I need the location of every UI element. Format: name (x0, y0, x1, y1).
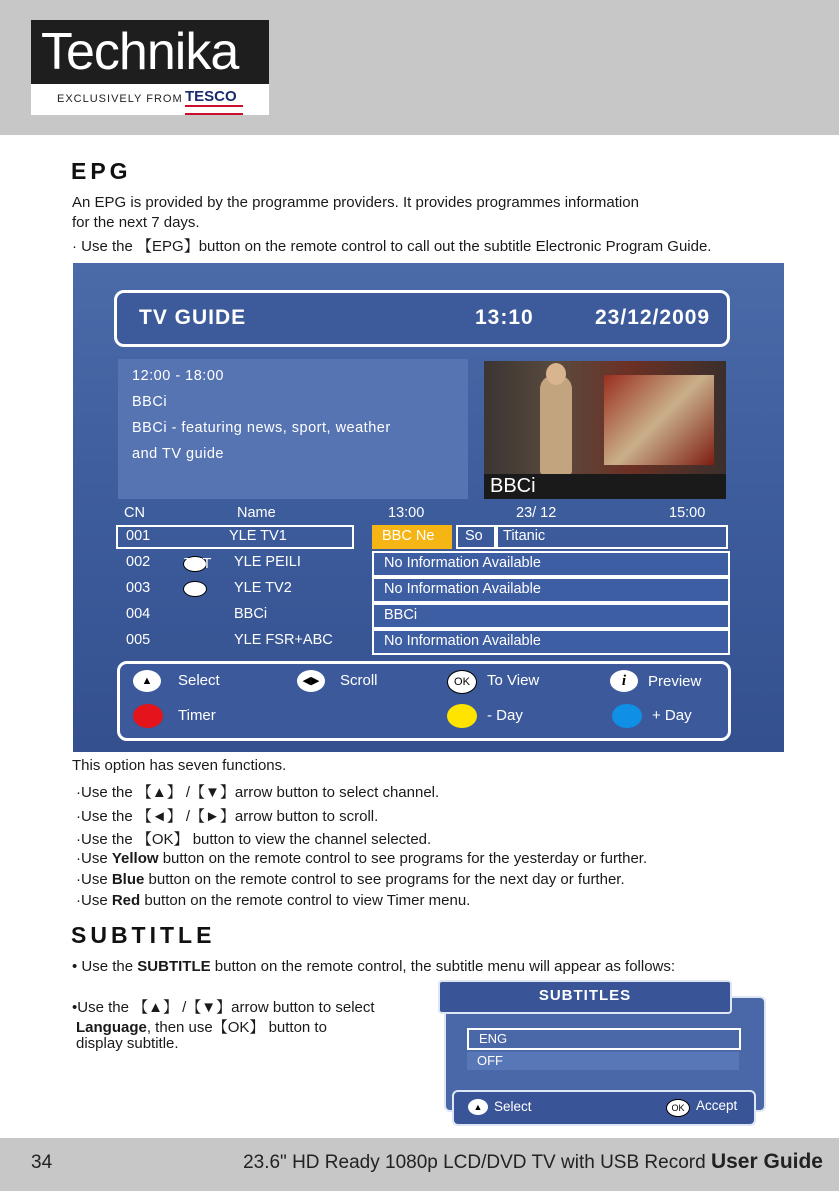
channel-name: YLE PEILI (234, 554, 301, 570)
legend-timer: Timer (178, 707, 216, 724)
channel-number: 004 (126, 606, 151, 622)
programme-cell[interactable]: So (456, 525, 496, 549)
subtitle-option-off[interactable]: OFF (467, 1052, 739, 1070)
function-6: ·Use Red button on the remote control to view Timer menu. (76, 892, 471, 909)
legend-plus-day: + Day (652, 707, 692, 724)
col-time-end: 15:00 (669, 505, 706, 521)
subtitle-step-3: display subtitle. (76, 1035, 179, 1052)
info-desc-2: and TV guide (132, 446, 224, 462)
tv-guide-title-bar (114, 290, 730, 347)
up-down-icon: ▲ (133, 670, 161, 692)
red-button-icon (133, 704, 163, 728)
tv-guide-date: 23/12/2009 (595, 306, 711, 329)
channel-number: 002 (126, 554, 151, 570)
legend-to-view: To View (487, 672, 540, 689)
subtitle-option-eng[interactable]: ENG (467, 1028, 741, 1050)
tv-guide-title: TV GUIDE (139, 306, 247, 329)
legend-minus-day: - Day (487, 707, 523, 724)
teletext-icon: TXT (184, 556, 212, 572)
legend-preview: Preview (648, 673, 702, 690)
function-3: ·Use the 【OK】 button to view the channel selected. (76, 831, 432, 848)
subtitles-menu-legend (452, 1090, 756, 1126)
channel-name: BBCi (234, 606, 268, 622)
tv-guide-screen (73, 263, 784, 752)
channel-row[interactable] (116, 525, 354, 549)
scramble-icon: n (183, 581, 207, 597)
subtitles-accept: Accept (696, 1098, 738, 1113)
function-4: ·Use Yellow button on the remote control to see programs for the yesterday or further. (76, 850, 648, 867)
tesco-logo: TESCO (185, 88, 237, 105)
epg-intro-3: · Use the 【EPG】button on the remote control to call out the subtitle Electronic Program Guide. (72, 238, 712, 255)
channel-row[interactable] (116, 577, 354, 601)
programme-row-1 (372, 525, 728, 549)
programme-cell[interactable]: No Information Available (372, 577, 730, 603)
info-time: 12:00 - 18:00 (132, 368, 224, 384)
channel-name: YLE FSR+ABC (234, 632, 333, 648)
blue-button-icon (612, 704, 642, 728)
subtitles-menu-title-bar (438, 980, 732, 1014)
programme-info-panel (118, 359, 468, 499)
page-number: 34 (31, 1152, 53, 1173)
channel-row[interactable] (116, 629, 354, 653)
channel-name: YLE TV1 (229, 528, 287, 544)
channel-number: 003 (126, 580, 151, 596)
preview-video (484, 361, 726, 499)
yellow-button-icon (447, 704, 477, 728)
subtitles-menu-title: SUBTITLES (538, 987, 632, 1004)
function-2: ·Use the 【◄】 /【►】arrow button to scroll. (76, 808, 379, 825)
function-5: ·Use Blue button on the remote control to see programs for the next day or further. (76, 871, 625, 888)
col-name: Name (237, 505, 276, 521)
subtitle-heading: SUBTITLE (71, 922, 216, 948)
page-footer (0, 1138, 839, 1191)
col-time-start: 13:00 (388, 505, 425, 521)
preview-label: BBCi (490, 475, 536, 497)
channel-row[interactable] (116, 603, 354, 627)
brand-name: Technika (41, 23, 239, 81)
col-date: 23/ 12 (516, 505, 557, 521)
ok-icon: OK (666, 1099, 690, 1117)
channel-number: 001 (126, 528, 151, 544)
subtitles-menu (438, 980, 766, 1113)
key-legend (117, 661, 731, 741)
programme-cell[interactable]: No Information Available (372, 551, 730, 577)
epg-intro-2: for the next 7 days. (72, 214, 200, 231)
subtitle-intro: • Use the SUBTITLE button on the remote control, the subtitle menu will appear as follows: (72, 958, 676, 975)
footer-title: 23.6" HD Ready 1080p LCD/DVD TV with USB Record User Guide (243, 1150, 823, 1173)
epg-heading: EPG (71, 158, 132, 184)
subtitles-select: Select (494, 1099, 532, 1114)
programme-cell[interactable]: No Information Available (372, 629, 730, 655)
channel-number: 005 (126, 632, 151, 648)
channel-name: YLE TV2 (234, 580, 292, 596)
page-header (0, 0, 839, 135)
info-desc-1: BBCi - featuring news, sport, weather (132, 420, 391, 436)
info-channel: BBCi (132, 394, 168, 410)
epg-intro-1: An EPG is provided by the programme providers. It provides programmes information (72, 194, 639, 211)
tagline: EXCLUSIVELY FROM (57, 93, 183, 105)
legend-scroll: Scroll (340, 672, 378, 689)
subtitle-step-2: Language, then use【OK】 button to (76, 1019, 327, 1036)
left-right-icon: ◀▶ (297, 670, 325, 692)
programme-cell-selected[interactable]: BBC Ne (372, 525, 452, 549)
col-cn: CN (124, 505, 145, 521)
legend-select: Select (178, 672, 220, 689)
channel-row[interactable] (116, 551, 354, 575)
function-1: ·Use the 【▲】 /【▼】arrow button to select channel. (76, 784, 440, 801)
tv-guide-time: 13:10 (475, 306, 534, 329)
programme-cell[interactable]: Titanic (496, 525, 728, 549)
up-down-icon: ▲ (468, 1099, 488, 1115)
subtitle-step-1: •Use the 【▲】 /【▼】arrow button to select (72, 999, 375, 1016)
info-icon: i (610, 670, 638, 692)
functions-intro: This option has seven functions. (72, 757, 287, 774)
ok-icon: OK (447, 670, 477, 694)
programme-cell[interactable]: BBCi (372, 603, 730, 629)
technika-logo (31, 20, 269, 115)
